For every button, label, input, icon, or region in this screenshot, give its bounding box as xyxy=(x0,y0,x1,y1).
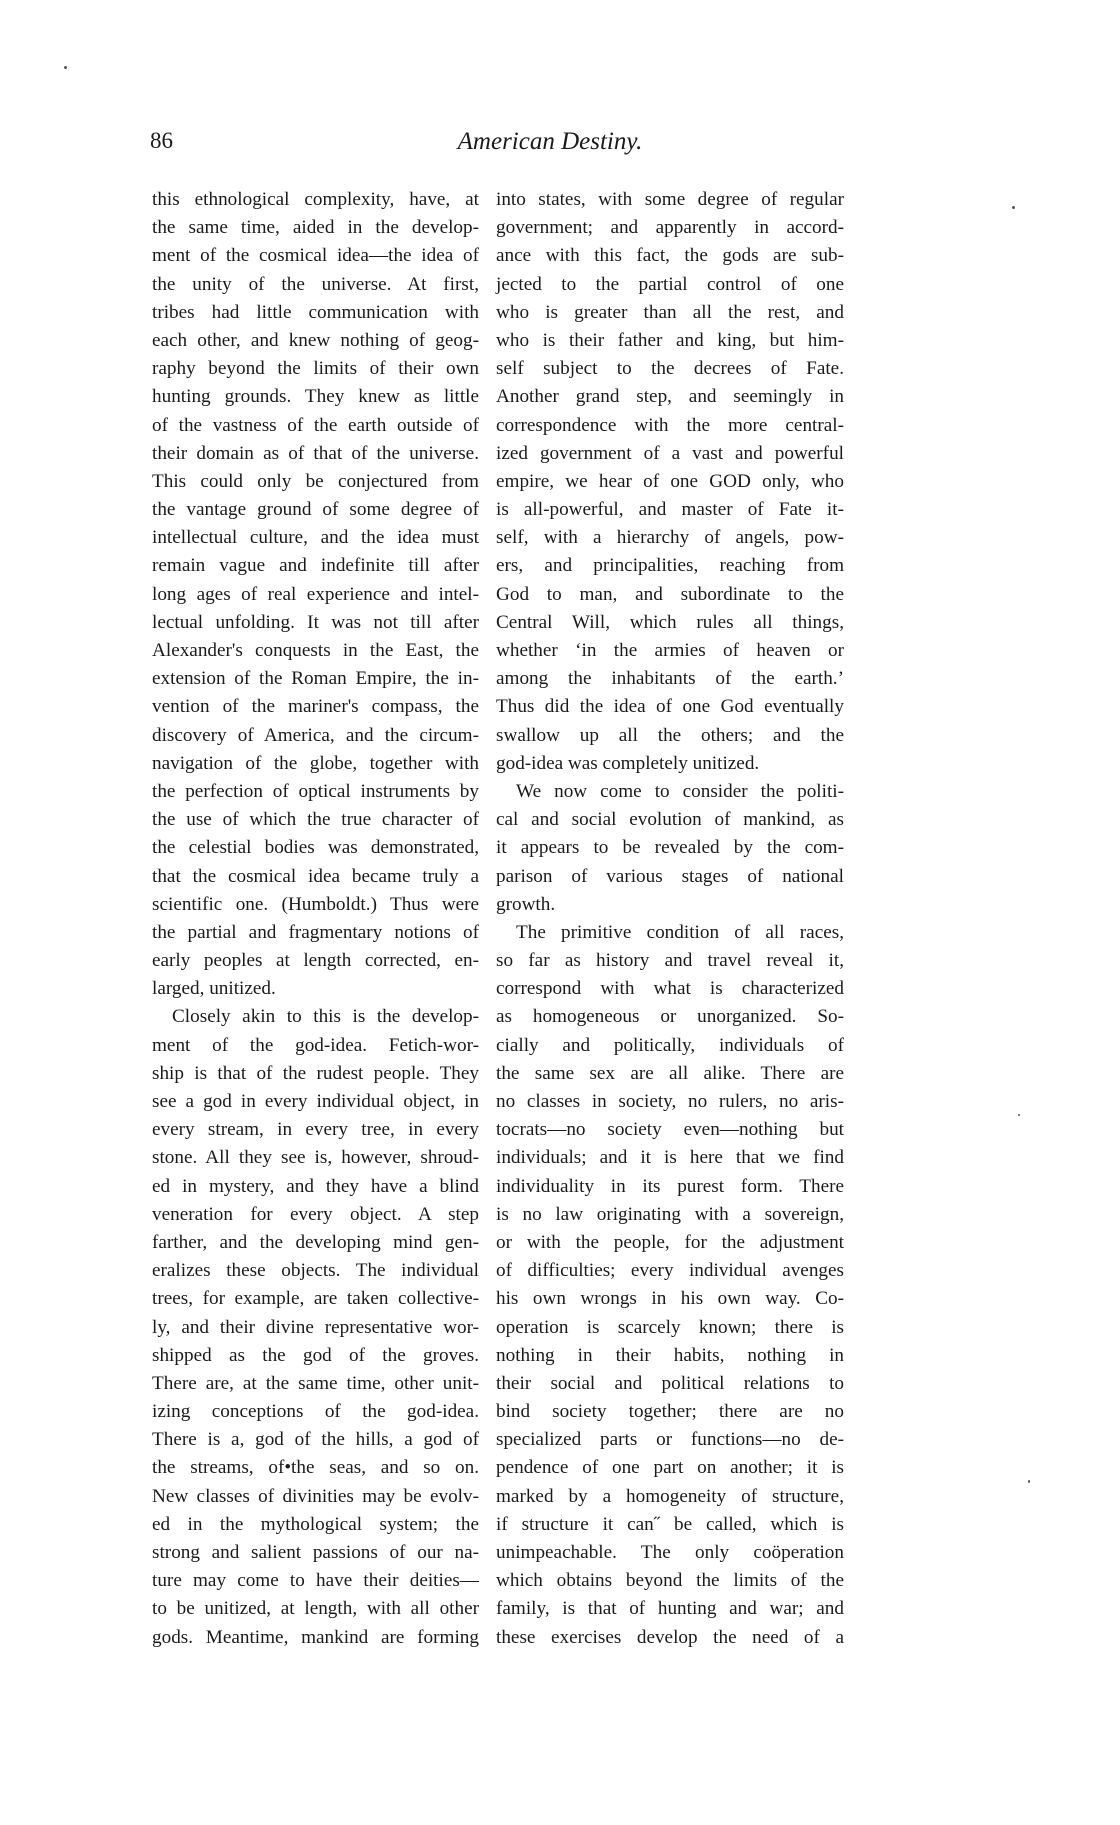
text-line: ized government of a vast and powerful xyxy=(496,442,844,464)
text-line: family, is that of hunting and war; and xyxy=(496,1598,844,1620)
scan-speck xyxy=(1018,1114,1020,1116)
text-line: self subject to the decrees of Fate. xyxy=(496,358,844,380)
text-line: stone. All they see is, however, shroud- xyxy=(152,1147,479,1169)
text-line: this ethnological complexity, have, at xyxy=(152,189,479,210)
text-line: ment of the god-idea. Fetich-wor- xyxy=(152,1034,479,1056)
text-line: jected to the partial control of one xyxy=(496,273,844,295)
text-line: There is a, god of the hills, a god of xyxy=(152,1429,479,1451)
text-line: is no law originating with a sovereign, xyxy=(496,1203,844,1225)
scan-speck xyxy=(1012,206,1015,209)
text-line: or with the people, for the adjustment xyxy=(496,1231,844,1253)
text-line: ture may come to have their deities— xyxy=(152,1570,479,1592)
text-line: into states, with some degree of regular xyxy=(496,189,844,210)
text-line: New classes of divinities may be evolv- xyxy=(152,1485,479,1507)
text-line: Alexander's conquests in the East, the xyxy=(152,640,479,661)
text-line: operation is scarcely known; there is xyxy=(496,1316,844,1338)
text-line: vention of the mariner's compass, the xyxy=(152,696,479,718)
text-line: discovery of America, and the circum- xyxy=(152,724,479,746)
text-line: navigation of the globe, together with xyxy=(152,752,479,774)
text-line: self, with a hierarchy of angels, pow- xyxy=(496,527,844,549)
text-line: their social and political relations to xyxy=(496,1372,844,1394)
text-line: swallow up all the others; and the xyxy=(496,724,844,746)
text-line: who is their father and king, but him- xyxy=(496,329,844,351)
text-line: the use of which the true character of xyxy=(152,809,479,831)
right-column-text xyxy=(496,186,844,1652)
text-line: early peoples at length corrected, en- xyxy=(152,950,479,972)
left-column-text xyxy=(152,186,479,1652)
text-line: unimpeachable. The only coöperation xyxy=(496,1542,844,1563)
text-line: see a god in every individual object, in xyxy=(152,1091,479,1112)
text-line: the partial and fragmentary notions of xyxy=(152,921,479,943)
text-line: cal and social evolution of mankind, as xyxy=(496,809,844,831)
text-line: cially and politically, individuals of xyxy=(496,1034,844,1056)
text-line: There are, at the same time, other unit- xyxy=(152,1372,479,1394)
text-line: the unity of the universe. At first, xyxy=(152,273,479,295)
text-line: growth. xyxy=(496,893,556,915)
text-line: tocrats—no society even—nothing but xyxy=(496,1119,844,1141)
text-line: trees, for example, are taken collective- xyxy=(152,1288,479,1310)
text-line: eralizes these objects. The individual xyxy=(152,1260,479,1282)
text-line: extension of the Roman Empire, the in- xyxy=(152,668,479,690)
text-line: of the vastness of the earth outside of xyxy=(152,414,479,436)
text-line: their domain as of that of the universe. xyxy=(152,442,479,464)
text-line: which obtains beyond the limits of the xyxy=(496,1570,844,1592)
text-line: veneration for every object. A step xyxy=(152,1203,479,1225)
text-line: raphy beyond the limits of their own xyxy=(152,358,479,380)
text-line: god-idea was completely unitized. xyxy=(496,752,760,774)
page-number: 86 xyxy=(150,128,173,153)
text-line: ance with this fact, the gods are sub- xyxy=(496,245,844,267)
text-line: We now come to consider the politi- xyxy=(516,780,844,802)
text-line: marked by a homogeneity of structure, xyxy=(496,1485,844,1507)
text-line: shipped as the god of the groves. xyxy=(152,1344,479,1366)
text-line: gods. Meantime, mankind are forming xyxy=(152,1626,479,1648)
text-line: his own wrongs in his own way. Co- xyxy=(496,1288,844,1310)
text-line: scientific one. (Humboldt.) Thus were xyxy=(152,893,479,915)
text-line: ly, and their divine representative wor- xyxy=(152,1316,479,1338)
text-line: these exercises develop the need of a xyxy=(496,1626,844,1648)
text-line: bind society together; there are no xyxy=(496,1401,844,1423)
text-line: hunting grounds. They knew as little xyxy=(152,386,479,408)
text-line: nothing in their habits, nothing in xyxy=(496,1344,844,1366)
text-line: the perfection of optical instruments by xyxy=(152,780,479,802)
text-line: that the cosmical idea became truly a xyxy=(152,865,479,887)
text-line: to be unitized, at length, with all other xyxy=(152,1598,479,1620)
text-line: the streams, of•the seas, and so on. xyxy=(152,1457,479,1479)
text-line: ment of the cosmical idea—the idea of xyxy=(152,245,479,267)
text-line: pendence of one part on another; it is xyxy=(496,1457,844,1479)
text-line: individuality in its purest form. There xyxy=(496,1175,844,1197)
page-header xyxy=(150,128,860,168)
text-line: it appears to be revealed by the com- xyxy=(496,837,844,859)
text-line: so far as history and travel reveal it, xyxy=(496,950,844,972)
text-line: every stream, in every tree, in every xyxy=(152,1119,479,1141)
text-line: as homogeneous or unorganized. So- xyxy=(496,1006,844,1028)
text-line: if structure it can˝ be called, which is xyxy=(496,1513,844,1535)
text-line: who is greater than all the rest, and xyxy=(496,301,844,323)
text-line: larged, unitized. xyxy=(152,978,276,1000)
text-line: strong and salient passions of our na- xyxy=(152,1542,479,1563)
text-line: ed in mystery, and they have a blind xyxy=(152,1175,479,1197)
text-line: intellectual culture, and the idea must xyxy=(152,527,479,549)
text-line: whether ‘in the armies of heaven or xyxy=(496,640,844,661)
text-line: empire, we hear of one GOD only, who xyxy=(496,470,844,492)
running-title: American Destiny. xyxy=(457,128,643,155)
text-line: remain vague and indefinite till after xyxy=(152,555,479,577)
text-line: each other, and knew nothing of geog- xyxy=(152,329,479,351)
text-line: The primitive condition of all races, xyxy=(516,921,844,943)
text-line: correspondence with the more central- xyxy=(496,414,844,436)
text-line: government; and apparently in accord- xyxy=(496,217,844,239)
text-line: is all-powerful, and master of Fate it- xyxy=(496,499,844,521)
text-line: correspond with what is characterized xyxy=(496,978,844,1000)
text-line: the same sex are all alike. There are xyxy=(496,1062,844,1084)
text-line: the same time, aided in the develop- xyxy=(152,217,479,239)
text-line: lectual unfolding. It was not till after xyxy=(152,611,479,633)
scan-speck xyxy=(64,66,67,69)
text-line: Thus did the idea of one God eventually xyxy=(496,696,844,718)
text-line: izing conceptions of the god-idea. xyxy=(152,1401,479,1423)
text-line: This could only be conjectured from xyxy=(152,470,479,492)
text-line: ship is that of the rudest people. They xyxy=(152,1062,479,1084)
text-line: ers, and principalities, reaching from xyxy=(496,555,844,577)
text-line: Another grand step, and seemingly in xyxy=(496,386,844,408)
text-line: the celestial bodies was demonstrated, xyxy=(152,837,479,859)
text-line: tribes had little communication with xyxy=(152,301,479,323)
text-line: no classes in society, no rulers, no aris- xyxy=(496,1091,844,1112)
text-line: specialized parts or functions—no de- xyxy=(496,1429,844,1451)
text-line: parison of various stages of national xyxy=(496,865,844,887)
text-line: among the inhabitants of the earth.’ xyxy=(496,668,844,690)
text-line: ed in the mythological system; the xyxy=(152,1513,479,1535)
scan-speck xyxy=(1028,1480,1030,1483)
text-line: God to man, and subordinate to the xyxy=(496,583,844,605)
text-line: the vantage ground of some degree of xyxy=(152,499,479,521)
text-line: farther, and the developing mind gen- xyxy=(152,1231,479,1253)
text-line: Central Will, which rules all things, xyxy=(496,611,844,633)
text-line: of difficulties; every individual avenges xyxy=(496,1260,844,1282)
text-line: long ages of real experience and intel- xyxy=(152,583,479,605)
text-line: individuals; and it is here that we find xyxy=(496,1147,844,1169)
text-line: Closely akin to this is the develop- xyxy=(172,1006,479,1028)
